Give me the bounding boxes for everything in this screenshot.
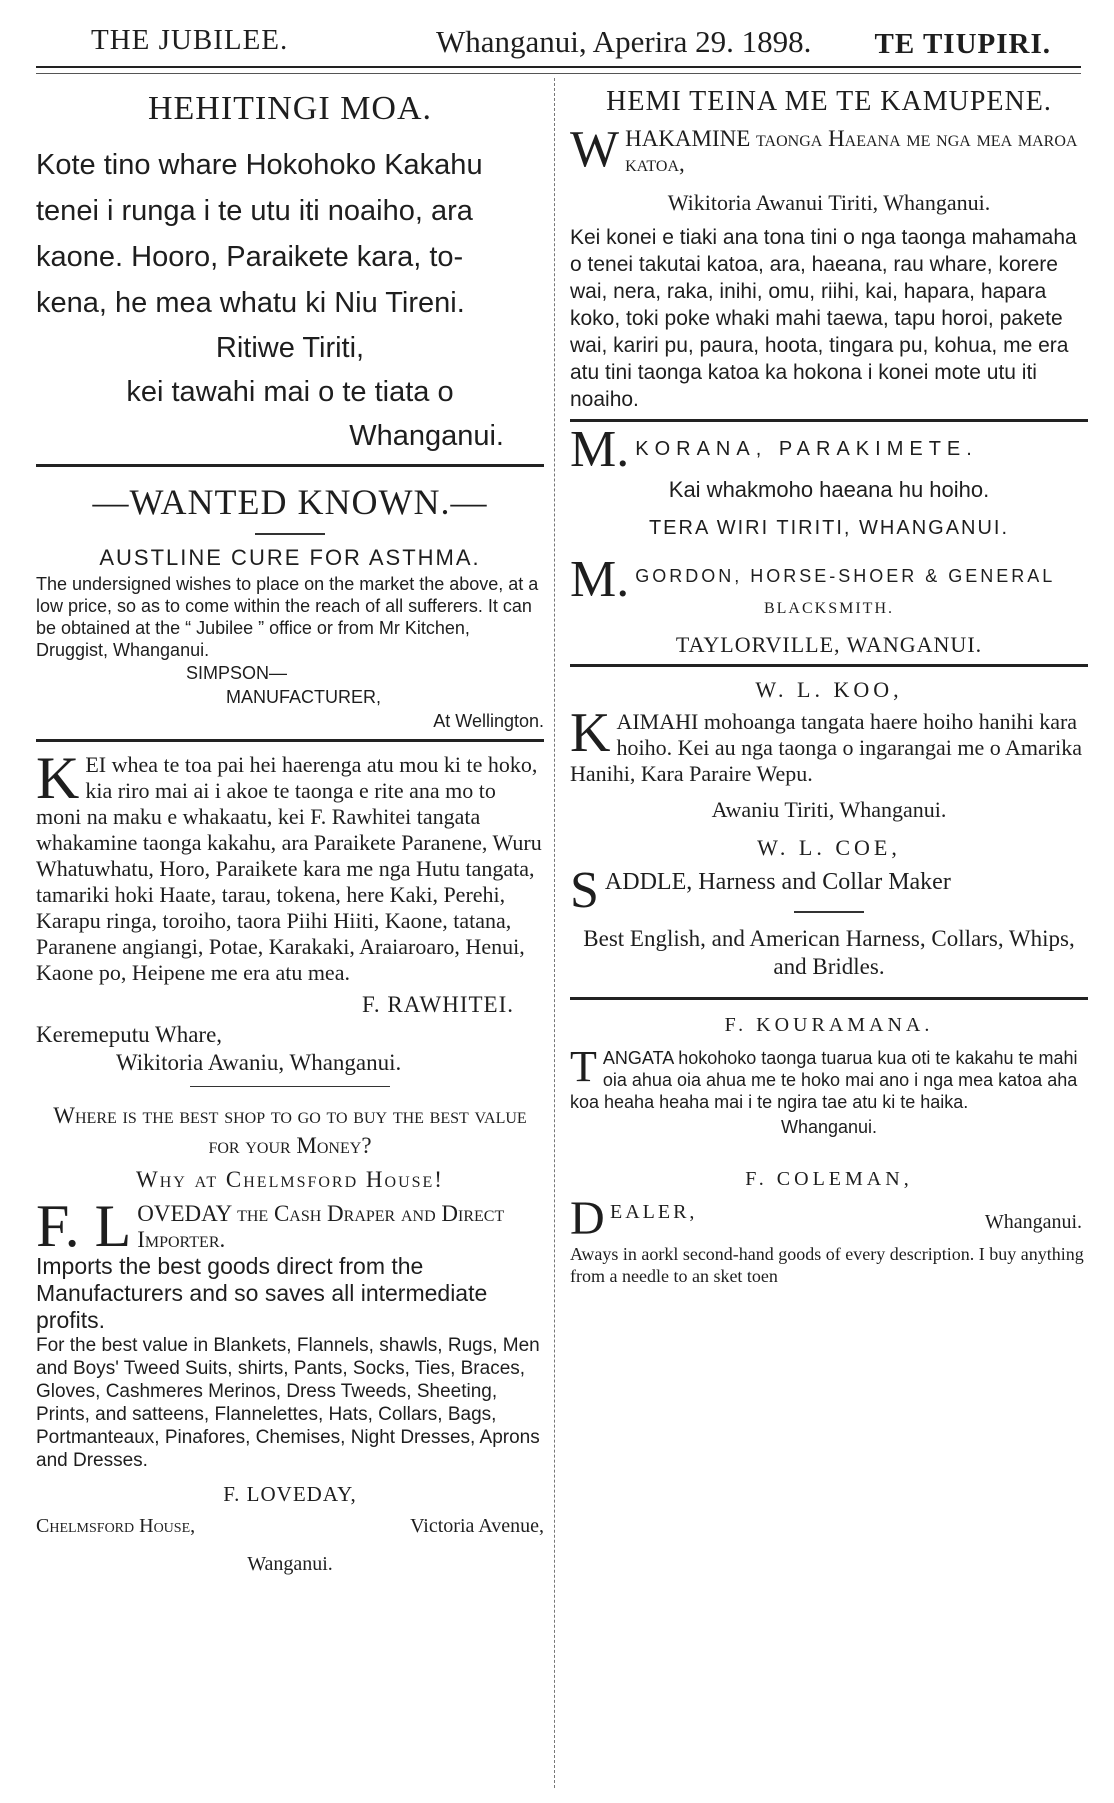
ad-tagline	[570, 1192, 1088, 1245]
ad-address-street: Victoria Avenue,	[410, 1515, 544, 1537]
ad-title: F. KOURAMANA.	[724, 1014, 934, 1036]
ad-body-line: kena, he mea whatu ki Niu Tireni.	[36, 287, 465, 319]
ad-address: Awaniu Tiriti, Whanganui.	[711, 797, 947, 822]
left-column	[36, 80, 544, 1576]
ad-body: ANGATA hokohoko taonga tuarua kua oti te kakahu te mahi oia ahua oia ahua me te hoko mai ano i nga mea katoa aha koa heaha heaha mai i te ngira tae atu ki te haika.	[570, 1048, 1078, 1112]
ad-body-wrap	[570, 1042, 1088, 1113]
ad-heading	[36, 1193, 544, 1259]
masthead-maori-name: TE TIUPIRI.	[874, 28, 1051, 60]
ad-body: Kai whakmoho haeana hu hoiho.	[668, 477, 990, 502]
ad-address: TERA WIRI TIRITI, WHANGANUI.	[648, 517, 1010, 539]
drop-cap: W	[570, 121, 620, 178]
ad-label: EALER,	[610, 1201, 698, 1223]
ad-address-town: Whanganui.	[349, 420, 504, 452]
ad-korana	[570, 421, 1088, 540]
ad-signature-location: At Wellington.	[433, 711, 544, 731]
ad-body: EI whea te toa pai hei haerenga atu mou ki te hoko, kia riro mai ai i akoe te taonga e rite ana mo to moni na maku e whakaatu, kei F. Rawhitei tangata whakamine taonga kakahu, ara Paraikete Paranene, Wuru Whatuwhatu, Horo, Paraikete kara me nga Hutu tangata, tamariki hoki Haate, tarau, tokena, here Kaki, Perehi, Karapu ringa, toroiho, taora Piihi Hiiti, Kaone, tatana, Paranene angiangi, Potae, Karakaki, Araiaroaro, Henui, Kaone po, Heipene me era atu mea.	[36, 752, 542, 985]
ad-question: Where is the best shop to go to buy the best value for your Money?	[53, 1103, 527, 1158]
ad-answer: Why at Chelmsford House!	[136, 1167, 444, 1192]
ad-tagline-wrap	[570, 862, 1088, 919]
ad-intro-text: HAKAMINE taonga Haeana me nga mea maroa katoa,	[625, 126, 1078, 176]
short-rule	[794, 911, 864, 913]
masthead-rule	[36, 66, 1081, 68]
ad-signature-title: MANUFACTURER,	[226, 687, 382, 707]
ad-address: TAYLORVILLE, WANGANUI.	[675, 632, 983, 657]
ad-goods-list: For the best value in Blankets, Flannels, shawls, Rugs, Men and Boys' Tweed Suits, shirts, Pants, Socks, Ties, Braces, Gloves, Cashmeres Merinos, Dress Tweeds, Sheeting, Prints, and satteens, Flannelettes, Hats, Collars, Bags, Portmanteaux, Pinafores, Chemises, Night Dresses, Aprons and Dresses.	[36, 1335, 540, 1471]
drop-cap: F. L	[36, 1193, 132, 1259]
ad-address	[36, 1515, 544, 1545]
section-rule	[570, 997, 1088, 1000]
ad-body: Imports the best goods direct from the Manufacturers and so saves all intermediate profits.	[36, 1253, 488, 1333]
ad-subtitle: AUSTLINE CURE FOR ASTHMA.	[99, 545, 481, 570]
section-rule	[570, 664, 1088, 667]
ad-tagline: ADDLE, Harness and Collar Maker	[604, 869, 951, 895]
ad-intro	[570, 121, 1088, 178]
ad-signature: F. LOVEDAY,	[223, 1482, 357, 1506]
ad-hemi-teina	[570, 86, 1088, 413]
right-column	[570, 80, 1088, 1287]
short-rule	[190, 1086, 390, 1087]
ad-body: The undersigned wishes to place on the market the above, at a low price, so as to come within the reach of all sufferers. It can be obtained at the “ Jubilee ” office or from Mr Kitchen, Druggist, Whanganui.	[36, 574, 539, 660]
drop-cap: M.	[570, 551, 630, 608]
ad-chelmsford-house	[36, 1101, 544, 1576]
ad-address-location: kei tawahi mai o te tiata o	[126, 376, 454, 408]
masthead-rule-thin	[36, 73, 1081, 74]
masthead	[36, 18, 1081, 60]
drop-cap: K	[570, 702, 611, 764]
ad-title: HEHITINGI MOA.	[147, 90, 433, 127]
drop-cap: T	[570, 1042, 597, 1091]
short-rule	[255, 533, 325, 535]
ad-wanted-known	[36, 481, 544, 733]
ad-body-wrap	[570, 702, 1088, 787]
ad-coleman	[570, 1168, 1088, 1287]
drop-cap: M.	[570, 421, 630, 478]
drop-cap: S	[570, 862, 599, 919]
ad-address: Wikitoria Awanui Tiriti, Whanganui.	[667, 190, 991, 215]
ad-body: Kei konei e tiaki ana tona tini o nga taonga mahamaha o tenei takutai katoa, ara, haeana, rau whare, korere wai, nera, raka, inihi, omu, riihi, kai, hapara, hapara koko, toki poke whaki mahi taewa, tapu horoi, pakete wai, kariri pu, paura, hoota, tingara pu, kohua, me era atu tini taonga katoa ka hokona i konei mote utu iti noaiho.	[570, 226, 1077, 411]
ad-body-line: kaone. Hooro, Paraikete kara, to-	[36, 241, 464, 273]
ad-signature: SIMPSON—	[186, 663, 288, 683]
ad-title-continued: BLACKSMITH.	[763, 600, 894, 617]
ad-title: GORDON, HORSE-SHOER & GENERAL	[635, 566, 1056, 586]
masthead-dateline: Whanganui, Aperira 29. 1898.	[436, 24, 812, 59]
masthead-paper-name: THE JUBILEE.	[91, 24, 289, 56]
section-rule	[36, 464, 544, 467]
ad-address-town: Whanganui.	[984, 1211, 1082, 1233]
ad-title: W. L. KOO,	[755, 677, 903, 702]
ad-body	[36, 142, 544, 326]
ad-address-street: Wikitoria Awaniu, Whanganui.	[116, 1050, 402, 1075]
ad-body: Aways in aorkl second-hand goods of every description. I buy anything from a needle to an sket toen	[570, 1244, 1084, 1286]
ad-address-building: Chelmsford House,	[36, 1515, 196, 1537]
ad-body: AIMAHI mohoanga tangata haere hoiho hanihi kara hoiho. Kei au nga taonga o ingarangai me o Amarika Hanihi, Kara Paraire Wepu.	[570, 709, 1082, 786]
ad-hehitingi-moa	[36, 90, 544, 458]
ad-coe	[570, 835, 1088, 981]
ad-gordon	[570, 551, 1088, 658]
ad-body-line: Kote tino whare Hokohoko Kakahu	[36, 149, 483, 181]
ad-title: HEMI TEINA ME TE KAMUPENE.	[606, 86, 1052, 117]
ad-title: F. COLEMAN,	[745, 1168, 913, 1190]
column-divider	[554, 78, 555, 1788]
section-rule	[570, 419, 1088, 422]
ad-body: Best English, and American Harness, Collars, Whips, and Bridles.	[583, 926, 1075, 979]
ad-title: KORANA, PARAKIMETE.	[635, 438, 978, 460]
ad-address-street: Ritiwe Tiriti,	[215, 332, 365, 364]
section-rule	[36, 739, 544, 742]
drop-cap: D	[570, 1192, 605, 1245]
ad-address-town: Whanganui.	[780, 1117, 878, 1137]
ad-heading-text: OVEDAY the Cash Draper and Direct Importer.	[137, 1201, 505, 1252]
ad-kouramana	[570, 1014, 1088, 1138]
ad-rawhitei	[36, 745, 544, 1076]
ad-koo	[570, 677, 1088, 823]
drop-cap: K	[36, 745, 80, 811]
ad-title: W. L. COE,	[757, 835, 901, 860]
ad-address-town: Wanganui.	[247, 1553, 333, 1575]
ad-address-building: Keremeputu Whare,	[36, 1022, 223, 1047]
ad-body-line: tenei i runga i te utu iti noaiho, ara	[36, 195, 473, 227]
ad-title: —WANTED KNOWN.—	[92, 482, 488, 522]
ad-signature: F. RAWHITEI.	[361, 992, 514, 1017]
